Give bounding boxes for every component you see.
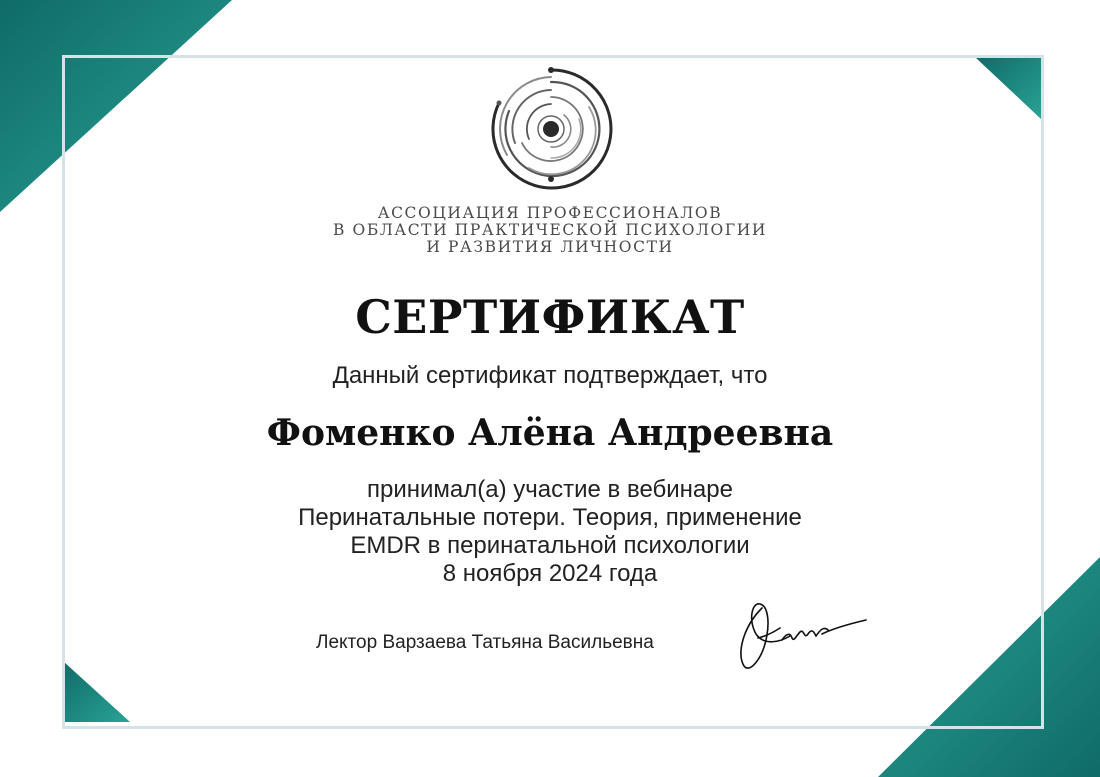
confirm-text: Данный сертификат подтверждает, что <box>332 362 768 389</box>
webinar-date: 8 ноября 2024 года <box>442 560 658 587</box>
webinar-title-line-1: Перинатальные потери. Теория, применение <box>298 504 802 531</box>
certificate-title: СЕРТИФИКАТ <box>355 290 745 344</box>
recipient-name: Фоменко Алёна Андреевна <box>266 412 834 454</box>
signature-icon <box>734 598 874 673</box>
webinar-details <box>150 476 950 588</box>
lecturer-name: Лектор Варзаева Татьяна Васильевна <box>316 632 654 653</box>
organization-line-1: АССОЦИАЦИЯ ПРОФЕССИОНАЛОВ <box>377 204 723 222</box>
concentric-circles-logo-icon <box>489 67 613 191</box>
organization-line-3: И РАЗВИТИЯ ЛИЧНОСТИ <box>426 238 674 256</box>
organization-line-2: В ОБЛАСТИ ПРАКТИЧЕСКОЙ ПСИХОЛОГИИ <box>333 221 767 239</box>
participation-text: принимал(а) участие в вебинаре <box>367 476 733 503</box>
organization-name <box>250 205 850 256</box>
webinar-title-line-2: EMDR в перинатальной психологии <box>350 532 750 559</box>
